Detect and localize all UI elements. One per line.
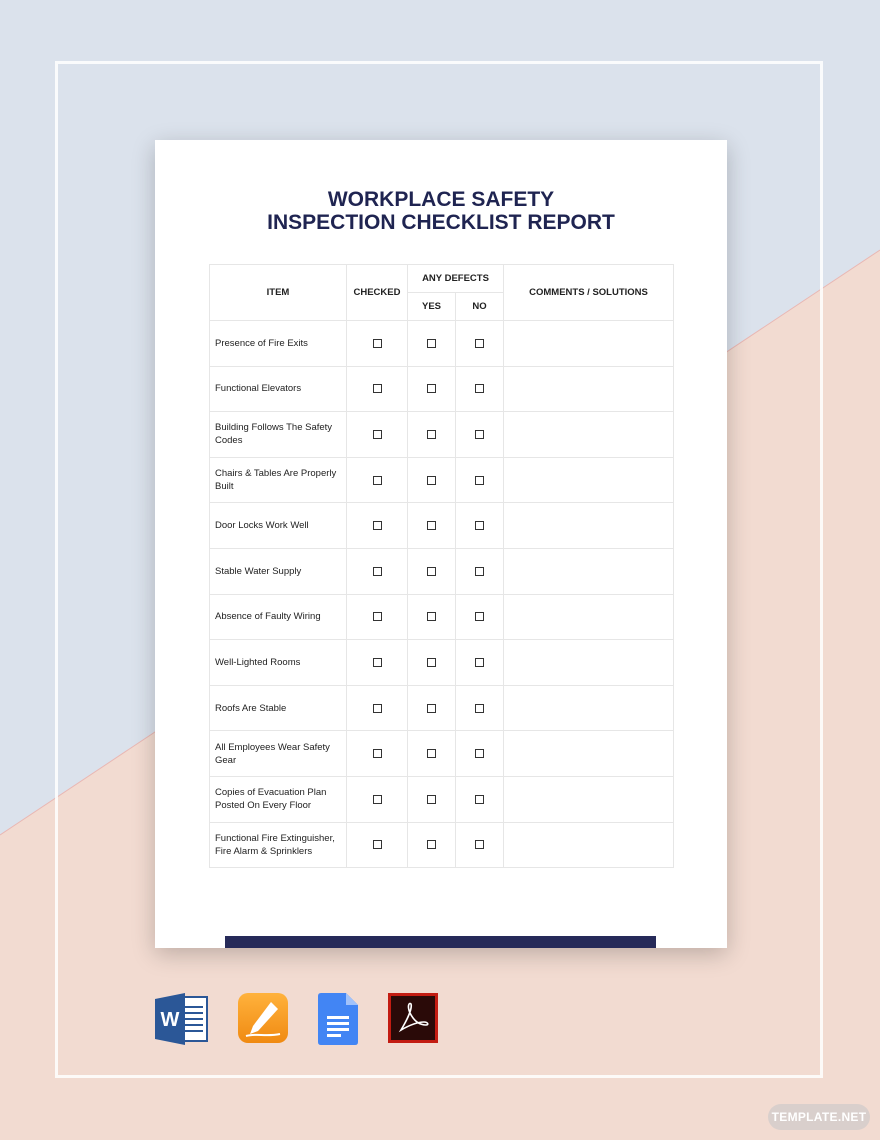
title-line-1: WORKPLACE SAFETY — [327, 188, 555, 211]
checked-checkbox[interactable] — [373, 339, 382, 348]
table-row — [210, 457, 674, 503]
checklist-table — [209, 264, 674, 868]
yes-cell — [408, 366, 456, 412]
no-checkbox[interactable] — [475, 840, 484, 849]
comments-cell[interactable] — [504, 412, 674, 458]
checked-checkbox[interactable] — [373, 704, 382, 713]
document-title — [155, 188, 727, 234]
no-checkbox[interactable] — [475, 795, 484, 804]
yes-cell — [408, 412, 456, 458]
table-row — [210, 548, 674, 594]
template-net-badge[interactable]: TEMPLATE.NET — [768, 1104, 870, 1130]
checked-checkbox[interactable] — [373, 430, 382, 439]
no-checkbox[interactable] — [475, 384, 484, 393]
checked-cell — [347, 366, 408, 412]
yes-cell — [408, 640, 456, 686]
yes-checkbox[interactable] — [427, 339, 436, 348]
header-item: ITEM — [210, 265, 347, 321]
yes-cell — [408, 548, 456, 594]
no-cell — [456, 503, 504, 549]
no-cell — [456, 685, 504, 731]
yes-checkbox[interactable] — [427, 704, 436, 713]
checked-cell — [347, 822, 408, 868]
no-cell — [456, 321, 504, 367]
item-label: Copies of Evacuation Plan Posted On Every Floor — [210, 776, 347, 822]
header-any-defects: ANY DEFECTS — [408, 265, 504, 293]
table-row — [210, 640, 674, 686]
table-row — [210, 685, 674, 731]
checked-cell — [347, 548, 408, 594]
comments-cell[interactable] — [504, 457, 674, 503]
item-label: Stable Water Supply — [210, 548, 347, 594]
yes-cell — [408, 457, 456, 503]
yes-checkbox[interactable] — [427, 612, 436, 621]
no-cell — [456, 822, 504, 868]
google-docs-icon[interactable] — [318, 993, 370, 1045]
checked-cell — [347, 776, 408, 822]
checked-checkbox[interactable] — [373, 521, 382, 530]
table-row — [210, 731, 674, 777]
table-row — [210, 776, 674, 822]
comments-cell[interactable] — [504, 366, 674, 412]
comments-cell[interactable] — [504, 321, 674, 367]
table-row — [210, 412, 674, 458]
table-row — [210, 503, 674, 549]
header-yes: YES — [408, 293, 456, 321]
item-label: Absence of Faulty Wiring — [210, 594, 347, 640]
footer-bar — [225, 936, 656, 948]
pdf-icon[interactable] — [388, 993, 440, 1045]
checked-cell — [347, 685, 408, 731]
header-comments: COMMENTS / SOLUTIONS — [504, 265, 674, 321]
yes-checkbox[interactable] — [427, 658, 436, 667]
no-cell — [456, 457, 504, 503]
comments-cell[interactable] — [504, 776, 674, 822]
no-checkbox[interactable] — [475, 521, 484, 530]
no-checkbox[interactable] — [475, 704, 484, 713]
comments-cell[interactable] — [504, 685, 674, 731]
item-label: Functional Fire Extinguisher, Fire Alarm & Sprinklers — [210, 822, 347, 868]
checked-checkbox[interactable] — [373, 612, 382, 621]
no-checkbox[interactable] — [475, 658, 484, 667]
checked-cell — [347, 503, 408, 549]
yes-cell — [408, 776, 456, 822]
checked-cell — [347, 412, 408, 458]
item-label: Well-Lighted Rooms — [210, 640, 347, 686]
item-label: Chairs & Tables Are Properly Built — [210, 457, 347, 503]
checked-checkbox[interactable] — [373, 795, 382, 804]
item-label: All Employees Wear Safety Gear — [210, 731, 347, 777]
checked-checkbox[interactable] — [373, 384, 382, 393]
table-row — [210, 321, 674, 367]
checked-cell — [347, 457, 408, 503]
checked-checkbox[interactable] — [373, 749, 382, 758]
comments-cell[interactable] — [504, 731, 674, 777]
yes-cell — [408, 822, 456, 868]
yes-checkbox[interactable] — [427, 476, 436, 485]
no-checkbox[interactable] — [475, 430, 484, 439]
yes-cell — [408, 321, 456, 367]
pages-icon[interactable] — [238, 993, 290, 1045]
item-label: Presence of Fire Exits — [210, 321, 347, 367]
table-row — [210, 822, 674, 868]
checked-checkbox[interactable] — [373, 658, 382, 667]
yes-cell — [408, 594, 456, 640]
comments-cell[interactable] — [504, 640, 674, 686]
title-line-2: INSPECTION CHECKLIST REPORT — [267, 211, 615, 234]
no-cell — [456, 640, 504, 686]
table-row — [210, 366, 674, 412]
item-label: Functional Elevators — [210, 366, 347, 412]
no-checkbox[interactable] — [475, 339, 484, 348]
checked-cell — [347, 321, 408, 367]
no-checkbox[interactable] — [475, 612, 484, 621]
checked-cell — [347, 594, 408, 640]
yes-checkbox[interactable] — [427, 840, 436, 849]
yes-checkbox[interactable] — [427, 430, 436, 439]
no-cell — [456, 548, 504, 594]
yes-checkbox[interactable] — [427, 384, 436, 393]
comments-cell[interactable] — [504, 594, 674, 640]
no-cell — [456, 776, 504, 822]
yes-checkbox[interactable] — [427, 521, 436, 530]
no-cell — [456, 731, 504, 777]
checked-checkbox[interactable] — [373, 476, 382, 485]
yes-checkbox[interactable] — [427, 567, 436, 576]
header-no: NO — [456, 293, 504, 321]
no-cell — [456, 366, 504, 412]
comments-cell[interactable] — [504, 548, 674, 594]
no-cell — [456, 412, 504, 458]
no-checkbox[interactable] — [475, 567, 484, 576]
yes-checkbox[interactable] — [427, 749, 436, 758]
item-label: Door Locks Work Well — [210, 503, 347, 549]
yes-checkbox[interactable] — [427, 795, 436, 804]
checklist-rows — [210, 321, 674, 868]
checked-cell — [347, 731, 408, 777]
word-icon-glyph: W — [160, 1009, 180, 1031]
word-icon[interactable] — [155, 993, 207, 1045]
table-row — [210, 594, 674, 640]
no-checkbox[interactable] — [475, 476, 484, 485]
yes-cell — [408, 503, 456, 549]
yes-cell — [408, 731, 456, 777]
no-cell — [456, 594, 504, 640]
checked-cell — [347, 640, 408, 686]
comments-cell[interactable] — [504, 822, 674, 868]
yes-cell — [408, 685, 456, 731]
no-checkbox[interactable] — [475, 749, 484, 758]
comments-cell[interactable] — [504, 503, 674, 549]
item-label: Roofs Are Stable — [210, 685, 347, 731]
header-checked: CHECKED — [347, 265, 408, 321]
document-page — [155, 140, 727, 948]
checked-checkbox[interactable] — [373, 567, 382, 576]
item-label: Building Follows The Safety Codes — [210, 412, 347, 458]
checked-checkbox[interactable] — [373, 840, 382, 849]
